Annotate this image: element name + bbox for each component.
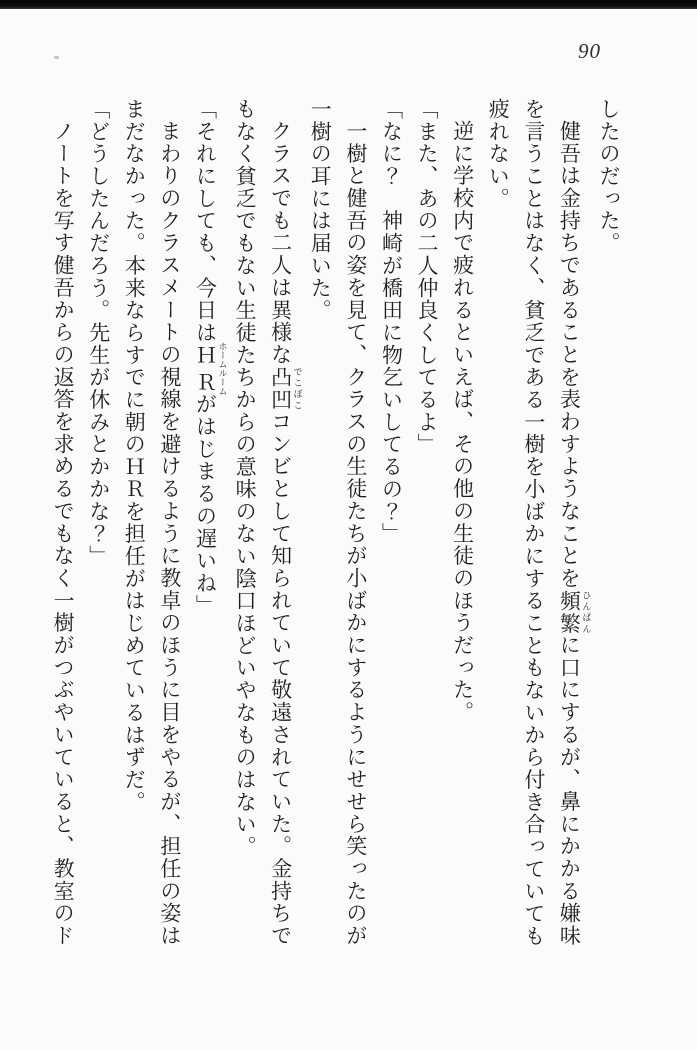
text-column: 「どうしたんだろう。先生が休みとかかな？」 xyxy=(86,98,111,568)
furigana: ひんぱん xyxy=(580,589,591,635)
text-column: 一樹の耳には届いた。 xyxy=(308,98,333,322)
furigana: ホームルーム xyxy=(216,341,227,396)
text-column: まだなかった。本来ならすでに朝のＨＲを担任がはじめているはずだ。 xyxy=(122,98,147,814)
text-column: 「なに？ 神崎が橋田に物乞いしてるの？」 xyxy=(379,98,404,545)
ruby-base: ＨＲ ホームルーム xyxy=(193,341,227,396)
text-column: もなく貧乏でもない生徒たちからの意味のない陰口ほどいやなものはない。 xyxy=(233,98,258,858)
text-column: まわりのクラスメートの視線を避けるように教卓のほうに目をやるが、担任の姿は xyxy=(157,120,182,948)
ruby-base: 凸凹 でこぼこ xyxy=(268,366,302,411)
text-column: 逆に学校内で疲れるといえば、その他の生徒のほうだった。 xyxy=(450,120,475,724)
text-column: 疲れない。 xyxy=(486,98,511,210)
text-column: 「また、あの二人仲良くしてるよ」 xyxy=(415,98,440,456)
text-column: を言うことはなく、貧乏である一樹を小ばかにすることもないから付き合っていても xyxy=(521,98,546,948)
text-column: ノートを写す健吾からの返答を求めるでもなく一樹がつぶやいていると、教室のド xyxy=(51,120,76,948)
page-number: 90 xyxy=(578,39,601,63)
text-column: クラスでも二人は異様な凸凹 でこぼこコンビとして知られていて敬遠されていた。金持ちで xyxy=(268,120,302,948)
ruby-base: 頻繁 ひんぱん xyxy=(557,589,591,635)
furigana: でこぼこ xyxy=(291,366,302,411)
text-column: したのだった。 xyxy=(597,98,621,255)
text-column: 「それにしても、今日はＨＲ ホームルームがはじまるの遅いね」 xyxy=(193,98,227,617)
scan-edge-artifact xyxy=(0,0,697,9)
text-column: 健吾は金持ちであることを表わすようなことを頻繁 ひんぱんに口にするが、鼻にかかる嫌味 xyxy=(557,120,591,948)
text-column: 一樹と健吾の姿を見て、クラスの生徒たちが小ばかにするようにせせら笑ったのが xyxy=(343,120,368,948)
text-block xyxy=(45,98,627,956)
scan-speck-artifact xyxy=(54,56,59,59)
